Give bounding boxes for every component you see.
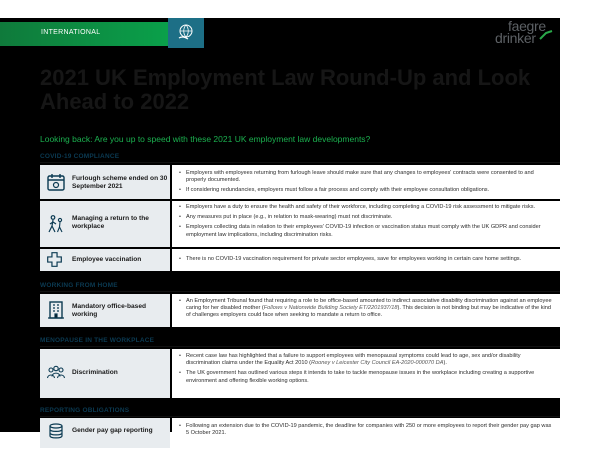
page-title: 2021 UK Employment Law Round-Up and Look Ahead to 2022	[40, 65, 531, 114]
medical-cross-icon	[46, 251, 63, 268]
group-icon	[46, 363, 66, 383]
company-logo: faegre drinker	[493, 20, 559, 50]
topic-cell	[40, 249, 170, 271]
header-bar	[0, 18, 560, 48]
detail-cell	[172, 349, 560, 398]
bullet-text: • Employers collecting data in relation to their employees' COVID-19 infection or vaccination status must comply with the UK GDPR and consider employment law implications, including discrimination risks.	[186, 224, 552, 238]
section-menopause-heading: MENOPAUSE IN THE WORKPLACE	[40, 337, 155, 344]
topic-cell	[40, 294, 170, 327]
bullet-text: • If considering redundancies, employers must follow a fair process and comply with their employee consultation obligations.	[186, 187, 552, 194]
detail-cell	[172, 418, 560, 448]
topic-label: Discrimination	[72, 369, 118, 376]
detail-cell	[172, 249, 560, 271]
people-walking-icon	[46, 214, 66, 234]
topic-cell	[40, 349, 170, 398]
case-citation: Rooney v Leicester City Council EA-2020-000070 DA	[311, 360, 444, 367]
office-building-icon	[46, 300, 66, 320]
topic-cell	[40, 201, 170, 247]
topic-cell	[40, 418, 170, 448]
page-subtitle: Looking back: Are you up to speed with these 2021 UK employment law developments?	[40, 134, 371, 144]
row-discrimination	[40, 349, 560, 398]
category-label: INTERNATIONAL	[41, 29, 101, 36]
topic-label: Managing a return to the workplace	[72, 215, 149, 230]
detail-cell	[172, 201, 560, 247]
detail-cell	[172, 294, 560, 327]
bullet-text: • Employers with employees returning from furlough leave should make sure that any changes to employees' contracts were consented to and properly documented.	[186, 170, 552, 184]
case-citation: Follows v Nationwide Building Society ET/2201937/18	[263, 305, 398, 312]
detail-cell	[172, 165, 560, 199]
bullet-text: • Any measures put in place (e.g., in relation to mask-wearing) must not discriminate.	[186, 214, 552, 221]
section-reporting-heading: REPORTING OBLIGATIONS	[40, 407, 130, 414]
topic-cell	[40, 165, 170, 199]
document-page	[0, 18, 560, 437]
topic-label: Employee vaccination	[72, 256, 142, 263]
category-banner	[0, 22, 168, 46]
bullet-text: • Recent case law has highlighted that a failure to support employees with menopausal symptoms could lead to age, sex and/or disability discrimination claims under the Equality Act 2010 (Rooney v Leicester City Council EA-2020-000070 DA).	[186, 353, 552, 367]
section-home-heading: WORKING FROM HOME	[40, 282, 118, 289]
topic-label: Mandatory office-based working	[72, 303, 147, 318]
row-office-working	[40, 294, 560, 327]
bullet-text: • There is no COVID-19 vaccination requirement for private sector employees, save for employees working in certain care home settings.	[186, 256, 552, 263]
bullet-text: • An Employment Tribunal found that requiring a role to be office-based amounted to indirect associative disability discrimination against an employee caring for her disabled mother (Follows v Nationwide Building Society ET/2201937/18). This decision is not binding but may be indicative of the kind of challenges employers could face when seeking to mandate a return to office.	[186, 298, 552, 320]
section-covid-heading: COVID-19 COMPLIANCE	[40, 153, 120, 160]
row-gender-pay-gap	[40, 418, 560, 448]
globe-hand-icon	[168, 18, 204, 48]
bullet-text: • Following an extension due to the COVID-19 pandemic, the deadline for companies with 250 or more employees to report their gender pay gap was 5 October 2021.	[186, 423, 552, 437]
topic-label: Furlough scheme ended on 30 September 2021	[72, 175, 168, 190]
row-furlough	[40, 165, 560, 199]
bullet-text: • Employers have a duty to ensure the health and safety of their workforce, including completing a COVID-19 risk assessment to mitigate risks.	[186, 204, 552, 211]
calendar-icon	[46, 172, 66, 192]
bullet-text: • The UK government has outlined various steps it intends to take to tackle menopause issues in the workplace including creating a supportive environment and offering flexible working options.	[186, 370, 552, 384]
coins-icon	[46, 422, 66, 442]
row-return-workplace	[40, 201, 560, 247]
row-vaccination	[40, 249, 560, 271]
topic-label: Gender pay gap reporting	[72, 427, 153, 434]
